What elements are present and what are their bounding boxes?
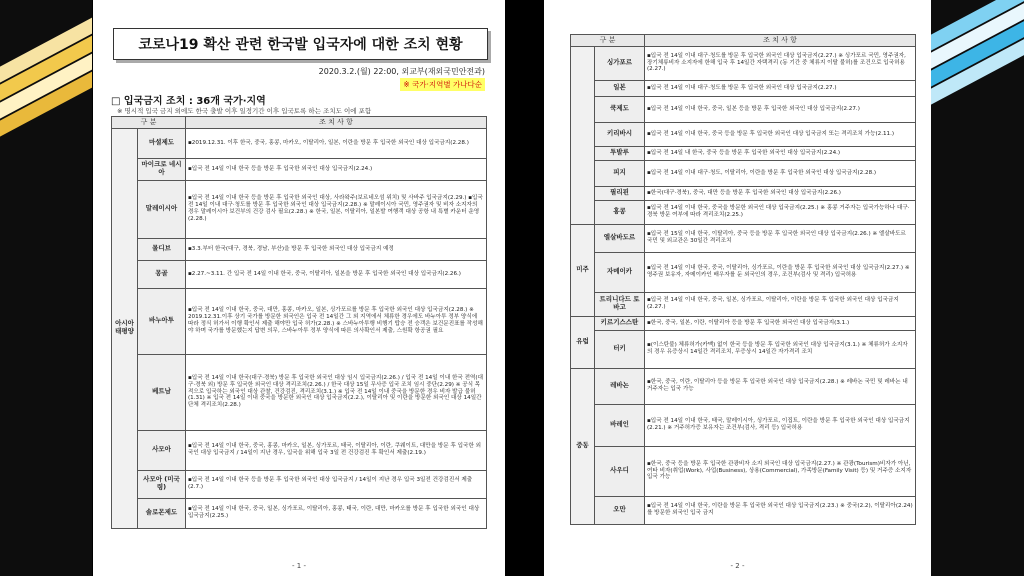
table-row — [112, 354, 487, 430]
country-cell: 마이크로 네시아 — [138, 158, 186, 180]
country-cell: 오만 — [595, 496, 645, 524]
table-row — [112, 180, 487, 238]
country-cell: 싱가포르 — [595, 46, 645, 80]
header-category: 구 분 — [112, 117, 186, 129]
country-cell: 사우디 — [595, 446, 645, 496]
region-cell: 유럽 — [571, 316, 595, 368]
table-row — [571, 96, 916, 122]
table-row — [112, 158, 487, 180]
measure-cell: ▪입국 전 14일 내 한국, 중국 등을 방문 후 입국한 외국인 대상 입국금지(2.24.) — [645, 146, 916, 160]
page-number: - 2 - — [730, 562, 745, 570]
country-cell: 필리핀 — [595, 186, 645, 200]
region-cell: 아시아 태평양 — [112, 128, 138, 528]
slide-right-decoration — [931, 0, 1024, 576]
measure-cell: ▪한국(대구·경북), 중국, 대만 등을 방문 후 입국한 외국인 대상 입국금지(2.26.) — [645, 186, 916, 200]
measure-cell: ▪입국 전 14일 이내 한국, 중국, 일본, 싱가포르, 이탈리아, 홍콩, 태국, 이란, 대만, 마카오를 방문 후 입국한 외국인 대상 입국금지(2.25.) — [186, 498, 487, 528]
measure-cell: ▪한국, 중국 등을 방문 후 입국한 관광비자 소지 외국인 대상 입국금지(2.27.) ※ 관광(Tourism)비자가 아닌, 여타 비자(취업(Work), 사업(Business), 상용(Commercial), 가족방문(Family Visit) 등) 및 거주증 소지자 입국 가능 — [645, 446, 916, 496]
highlight-note: ※ 국가·지역별 가나다순 — [400, 78, 485, 91]
section-note: ※ 명시적 입국 금지 외에도 한국 출발 이후 일정기간 이후 입국토록 하는 조치도 이에 포함 — [117, 107, 372, 115]
table-row — [571, 292, 916, 316]
table-row — [571, 368, 916, 404]
country-cell: 사모아 — [138, 430, 186, 470]
measure-cell: ▪입국 전 14일 이내 한국, 중국, 대만, 홍콩, 마카오, 일본, 싱가포르를 방문 후 입국한 외국인 대상 입국금지(2.28.) ※ 2019.12.31.이후 상기 국가를 방문한 외국인은 입국 전 14일간 그 외 지역에서 체류한 경우에도 바누아투 정부 양식에 따라 정식 허가서 이행 확인서 제출 해야만 입국 허가(2.28.) ※ 스바누아투행 비행기 탑승 전 승객은 보건문진표를 작성해야 하며 국가를 방문했는지 답변 의무, 스바누아투 정부 양식에 따른 의사확인서 제출, 스원확 항공권 필요 — [186, 288, 487, 354]
country-cell: 바레인 — [595, 404, 645, 446]
country-cell: 말레이시아 — [138, 180, 186, 238]
measure-cell: ▪입국 전 14일 이내 한국, 중국, 일본 등을 방문 후 입국한 외국인 대상 입국금지(2.27.) — [645, 96, 916, 122]
header-category: 구 분 — [571, 35, 645, 47]
measure-cell: ▪입국 전 14일 이내 대구·청도, 이탈리아, 이란을 방문 후 입국한 외국인 대상 입국금지(2.28.) — [645, 160, 916, 186]
country-cell: 바누아투 — [138, 288, 186, 354]
country-cell: 홍콩 — [595, 200, 645, 224]
region-cell — [571, 46, 595, 224]
table-row — [571, 224, 916, 252]
table-row — [112, 470, 487, 498]
measure-cell: ▪입국 전 14일 이내 대구·청도를 방문 후 입국한 외국인 대상 입국금지(2.27.) — [645, 80, 916, 96]
table-row — [571, 80, 916, 96]
measure-cell: ▪입국 전 14일 이내 한국, 태국, 말레이시아, 싱가포르, 이집트, 이란을 방문 후 입국한 외국인 대상 입국금지(2.21.) ※ 거주허가증 보유자는 조건부(검사, 격리 등) 입국허용 — [645, 404, 916, 446]
table-row — [571, 404, 916, 446]
country-cell: 터키 — [595, 330, 645, 368]
table-row — [571, 200, 916, 224]
country-cell: 투발루 — [595, 146, 645, 160]
table-row — [112, 288, 487, 354]
table-row — [571, 252, 916, 292]
measure-cell: ▪입국 전 15일 이내 한국, 이탈리아, 중국 등을 방문 후 입국한 외국인 대상 입국금지(2.26.) ※ 엘살바도르 국민 및 외교관은 30일간 격리조치 — [645, 224, 916, 252]
country-cell: 키르기스스탄 — [595, 316, 645, 330]
measure-cell: ▪2.27.~3.11. 간 입국 전 14일 이내 한국, 중국, 이탈리아, 일본을 방문 후 입국한 외국인 대상 입국금지(2.26.) — [186, 260, 487, 288]
measure-cell: ▪입국 전 14일 이내 한국, 이란을 방문 후 입국한 외국인 대상 입국금지(2.23.) ※ 중국(2.2), 이탈리아(2.24)를 방문한 외국인 입국 금지 — [645, 496, 916, 524]
document-title: 코로나19 확산 관련 한국발 입국자에 대한 조치 현황 — [113, 28, 488, 60]
table-row — [571, 122, 916, 146]
country-cell: 피지 — [595, 160, 645, 186]
measures-table-page-2 — [570, 34, 916, 525]
measure-cell: ▪입국 전 14일 이내 대구·청도를 방문 후 입국한 외국인 대상 입국금지(2.27.) ※ 싱가포르 국민, 영주권자, 장기체류비자 소지자에 한해 입국 후 14일간 자택격리 (동 기간 중 체류지 이탈 불허)를 조건으로 입국허용(2.27.) — [645, 46, 916, 80]
measure-cell: ▪입국 전 14일 이내 한국 등을 방문 후 입국한 외국인 대상, 사라왁주(보르네오섬 위치) 및 사바주 입국금지(2.29.) ▪입국 전 14일 이내 대구·청도를 방문 후 입국한 외국인 대상 입국금지(2.28.) ※ 말레이시아 국민, 영주권자 및 비자 소지자의 경우 말레이시아 보건부의 건강 검사 필요(2.28.) ※ 한국, 일본, 이탈리아, 일본발 여행객 대상 공항 내 특별 카운터 운영(2.28.) — [186, 180, 487, 238]
measure-cell: ▪2019.12.31. 이후 한국, 중국, 홍콩, 마카오, 이탈리아, 일본, 이란을 방문 후 입국한 외국인 대상 입국금지(2.28.) — [186, 128, 487, 158]
header-measures: 조 치 사 항 — [645, 35, 916, 47]
country-cell: 마셜제도 — [138, 128, 186, 158]
country-cell: 레바논 — [595, 368, 645, 404]
measure-cell: ▪한국, 중국, 일본, 이란, 이탈리아 등을 방문 후 입국한 외국인 대상 입국금지(3.1.) — [645, 316, 916, 330]
table-row — [571, 446, 916, 496]
measure-cell: ▪입국 전 14일 이내 한국 등을 방문 후 입국한 외국인 대상 입국금지 / 14일이 지난 경우 입국 3일전 건강검진서 제출(2.7.) — [186, 470, 487, 498]
country-cell: 일본 — [595, 80, 645, 96]
measure-cell: ▪입국 전 14일 이내 한국(대구·경북) 방문 후 입국한 외국인 대상 임시 입국금지(2.26.) / 입국 전 14일 이내 한국 전역(대구·경북 외) 방문 후 입국한 외국인 대상 격리조치(2.26.) / 한국 대상 15일 무사증 입국 조치 임시 중단(2.29) ※ 공식 목적으로 입국하는 외국인 대상 관찰, 건강검진, 격리조치(3.1.) ※ 입국 전 14일 이내 중국을 방문한 경우 비자 발급 불허(1.31) ※ 입국 전 14일 이내 중국을 방문한 외국인 대상 입국금지(2.2.), 이탈리아 및 이란을 방문한 외국인 대상 14일간 단체 격리조치(2.28.) — [186, 354, 487, 430]
slide-left-decoration — [0, 0, 92, 576]
table-row — [571, 496, 916, 524]
measure-cell: ▪입국 전 14일 이내 한국, 중국, 홍콩, 마카오, 일본, 싱가포르, 태국, 이탈리아, 이란, 쿠웨이트, 대만을 방문 후 입국한 외국인 대상 입국금지 / 14일이 지난 경우, 입국을 위해 입국 3일 전 건강검진 후 확인서 제출(2.19.) — [186, 430, 487, 470]
measure-cell: ▪한국, 중국, 이란, 이탈리아 등을 방문 후 입국한 외국인 대상 입국금지(2.28.) ※ 레바논 국민 및 레바논 내 거주자는 입국 가능 — [645, 368, 916, 404]
table-row — [571, 160, 916, 186]
section-heading: □ 입국금지 조치 : 36개 국가·지역 — [111, 96, 266, 107]
measure-cell: ▪입국 전 14일 이내 한국, 중국, 이탈리아, 싱가포르, 이란을 방문 후 입국한 외국인 대상 입국금지(2.27.) ※ 영주권 보유자, 자메이카인 배우자를 둔 외국인의 경우, 조건부(검사 및 격리) 입국허용 — [645, 252, 916, 292]
measure-cell: ▪입국 전 14일 이내 한국, 중국, 일본, 싱가포르, 이탈리아, 이란을 방문 후 입국한 외국인 대상 입국금지(2.27.) — [645, 292, 916, 316]
measure-cell: ▪입국 전 14일 이내 한국 등을 방문 후 입국한 외국인 대상 입국금지(2.24.) — [186, 158, 487, 180]
document-page-2 — [544, 0, 931, 576]
document-page-1 — [93, 0, 505, 576]
table-row — [571, 330, 916, 368]
header-measures: 조 치 사 항 — [186, 117, 487, 129]
country-cell: 키리바시 — [595, 122, 645, 146]
measure-cell: ▪입국 전 14일 이내 한국, 중국을 방문한 외국인 대상 입국금지(2.25.) ※ 홍콩 거주자는 입국가능하나 대구·경북 방문 여부에 따라 격리조치(2.25.) — [645, 200, 916, 224]
region-cell: 미주 — [571, 224, 595, 316]
measure-cell: ▪3.3.부터 한국(대구, 경북, 경남, 부산)을 방문 후 입국한 외국인 대상 입국금지 예정 — [186, 238, 487, 260]
country-cell: 솔로몬제도 — [138, 498, 186, 528]
country-cell: 사모아 (미국령) — [138, 470, 186, 498]
country-cell: 쿡제도 — [595, 96, 645, 122]
table-row — [112, 128, 487, 158]
country-cell: 베트남 — [138, 354, 186, 430]
measure-cell: ▪(이스탄불) 체류허가(카맥) 없이 한국 등을 방문 후 입국한 외국인 대상 입국금지(3.1.) ※ 체류허가 소지자의 경우 유증상시 14일간 격리조치, 무증상시 14일간 자가격리 조치 — [645, 330, 916, 368]
measures-table-page-1 — [111, 116, 487, 529]
region-cell: 중동 — [571, 368, 595, 524]
table-row — [112, 430, 487, 470]
table-row — [112, 238, 487, 260]
country-cell: 자메이카 — [595, 252, 645, 292]
table-body — [112, 128, 487, 528]
table-row — [571, 146, 916, 160]
measure-cell: ▪입국 전 14일 이내 한국, 중국 등을 방문 후 입국한 외국인 대상 입국금지 또는 격리조치 가능(2.11.) — [645, 122, 916, 146]
country-cell: 트리니다드 토바고 — [595, 292, 645, 316]
country-cell: 몰디브 — [138, 238, 186, 260]
table-row — [112, 498, 487, 528]
date-line: 2020.3.2.(월) 22:00, 외교부(재외국민안전과) — [318, 67, 485, 76]
page-number: - 1 - — [292, 562, 306, 570]
table-row — [571, 316, 916, 330]
table-row — [571, 46, 916, 80]
country-cell: 엘살바도르 — [595, 224, 645, 252]
table-row — [571, 186, 916, 200]
table-body — [571, 46, 916, 524]
country-cell: 몽골 — [138, 260, 186, 288]
table-row — [112, 260, 487, 288]
